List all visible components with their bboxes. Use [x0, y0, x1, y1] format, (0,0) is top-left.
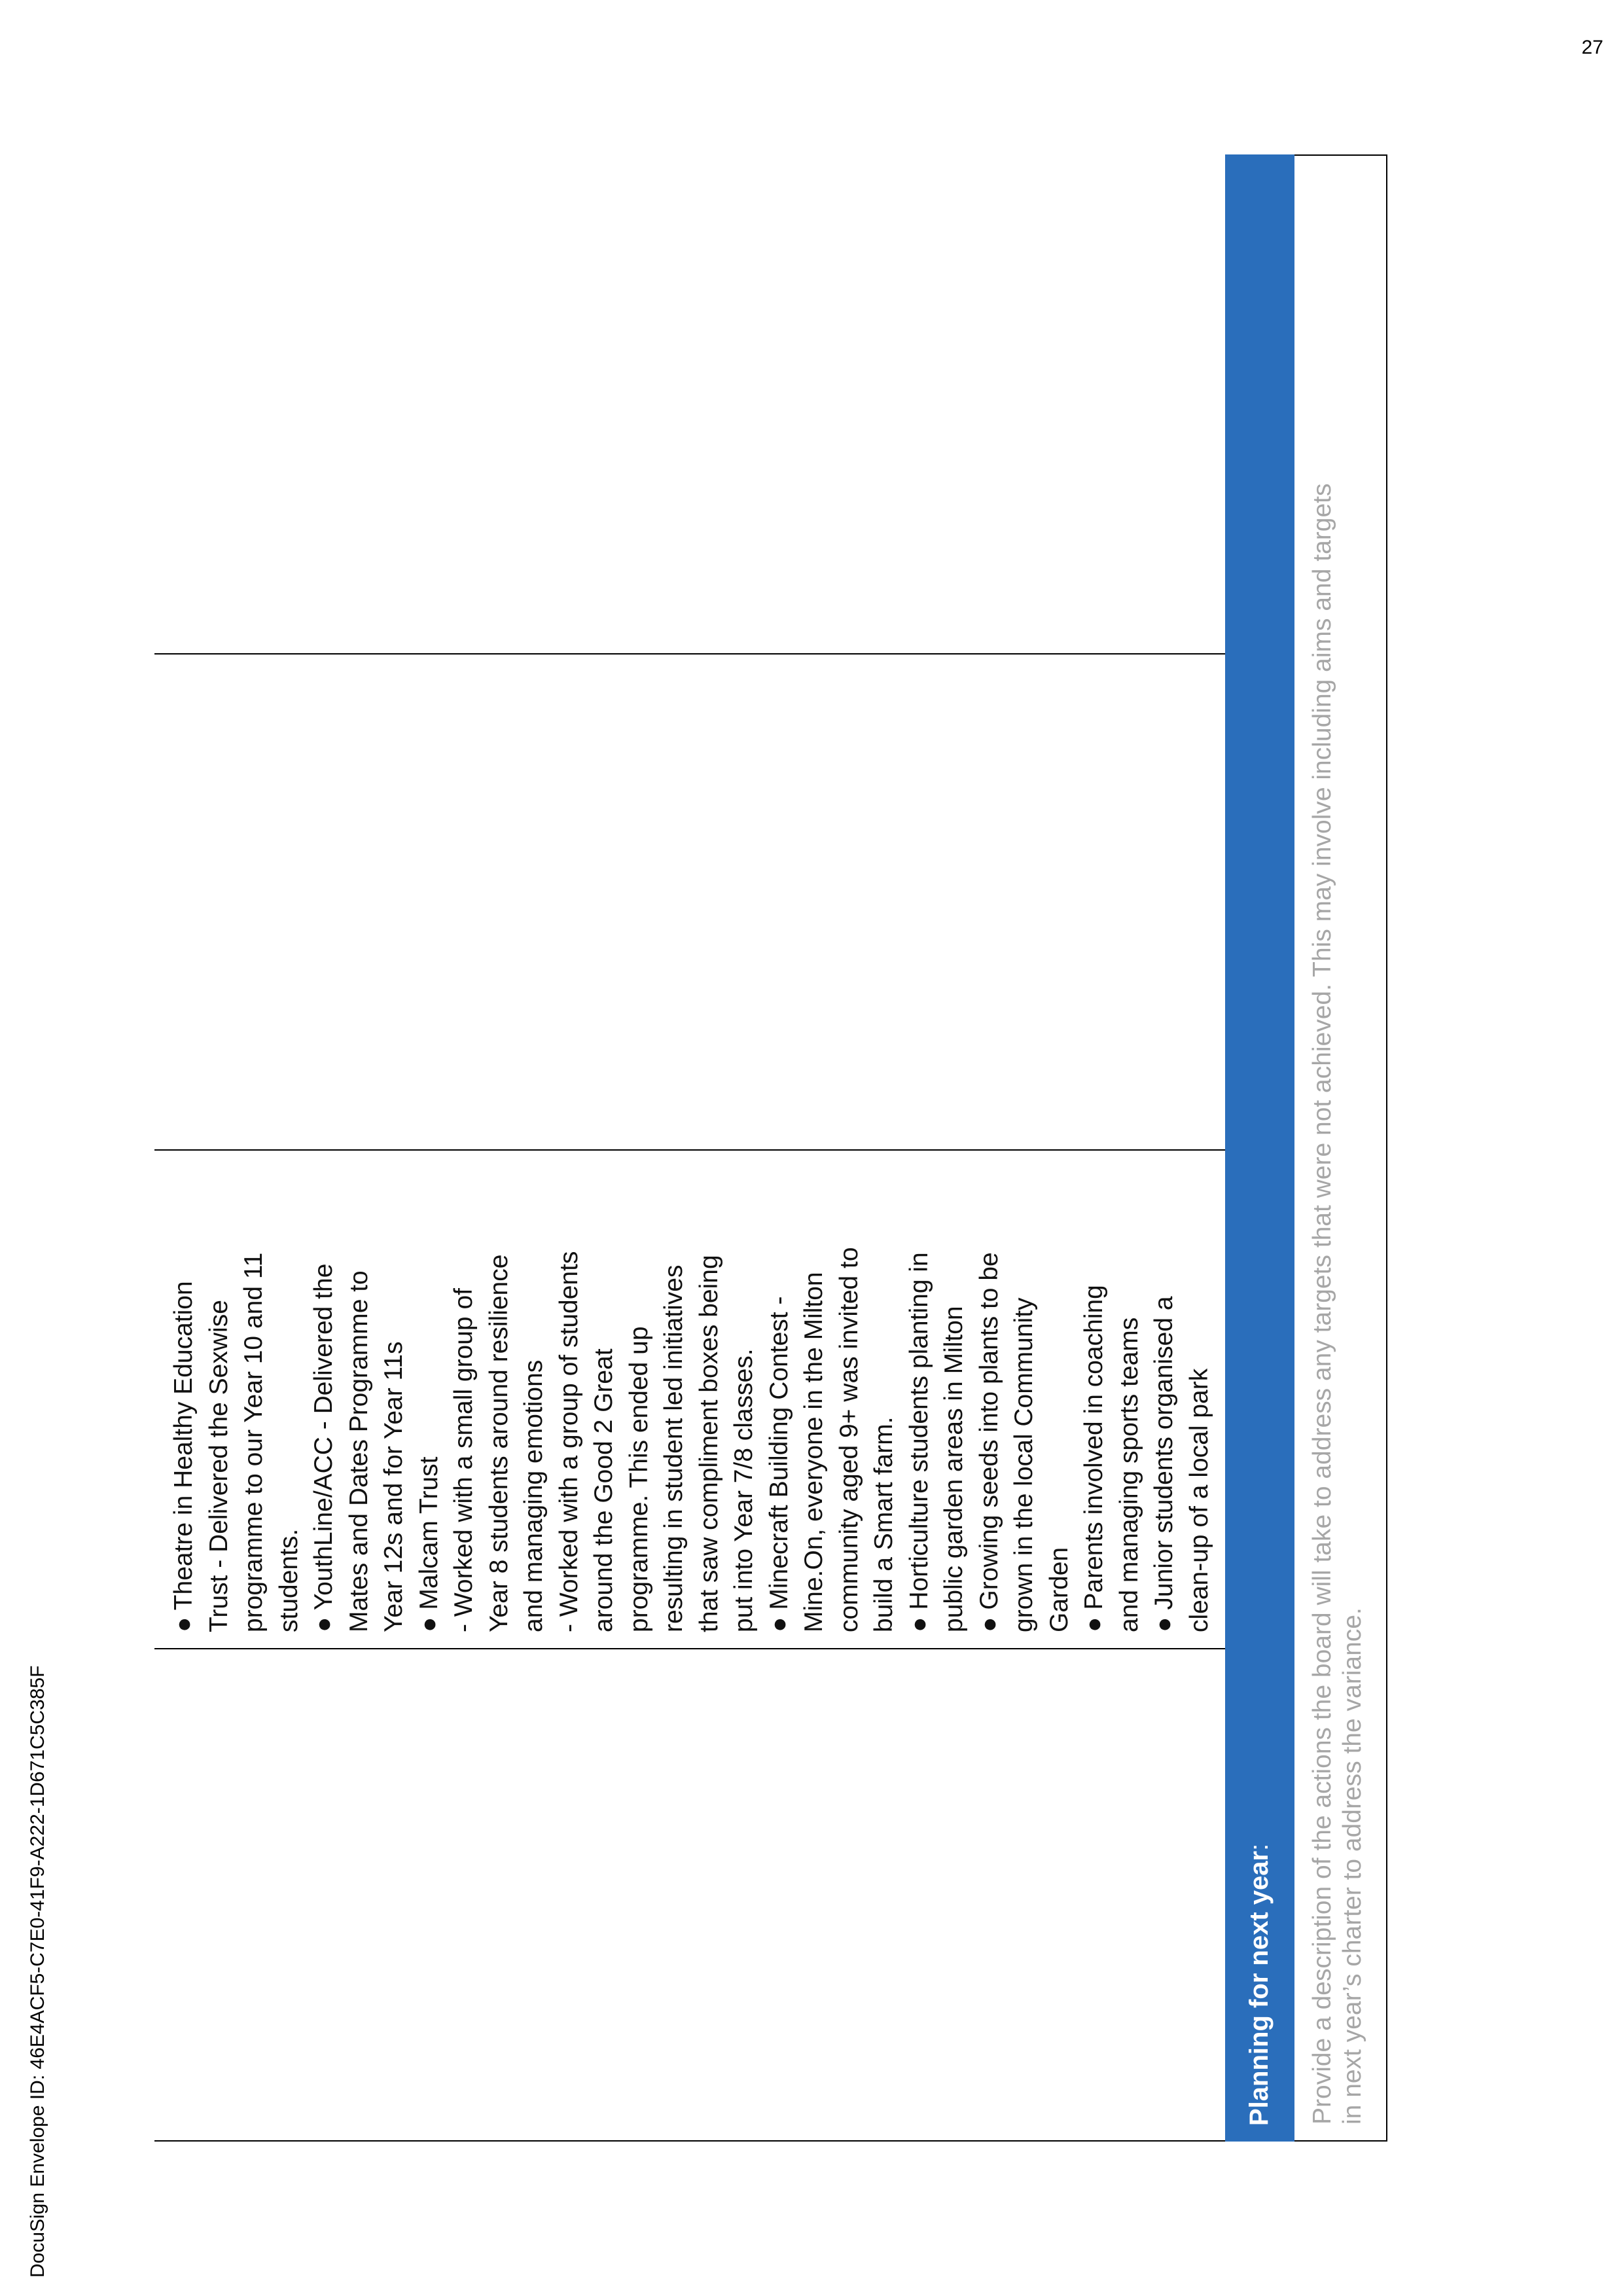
table-cell-empty-2 [154, 655, 1225, 1151]
activity-line: public garden areas in Milton [940, 1306, 968, 1632]
planning-description-line-1: Provide a description of the actions the board will take to address any targets that were not achieved. This may involve including aims and targets [1308, 483, 1336, 2125]
planning-description-line-2: in next year’s charter to address the variance. [1338, 1607, 1366, 2125]
page-number: 27 [1581, 37, 1603, 58]
activity-line: ● Horticulture students planting in [904, 1252, 933, 1632]
activity-line: clean-up of a local park [1185, 1368, 1213, 1632]
activity-line: grown in the local Community [1010, 1297, 1038, 1632]
planning-description [1294, 154, 1387, 2142]
docusign-envelope-id: DocuSign Envelope ID: 46E4ACF5-C7E0-41F9-A222-1D671C5C385F [27, 1665, 48, 2278]
activity-line: ● Malcam Trust [414, 1456, 443, 1632]
activity-line: community aged 9+ was invited to [834, 1247, 863, 1632]
activity-line: ● Growing seeds into plants to be [974, 1252, 1003, 1632]
activity-line: ● Parents involved in coaching [1080, 1285, 1108, 1632]
activity-line: put into Year 7/8 classes. [730, 1348, 758, 1632]
activity-line: and managing sports teams [1115, 1317, 1143, 1632]
rotated-table [154, 154, 1387, 2142]
activity-line: - Worked with a small group of [450, 1288, 478, 1632]
activity-line: programme. This ended up [624, 1326, 653, 1632]
activity-line: programme to our Year 10 and 11 [240, 1252, 268, 1632]
activity-line: ● Minecraft Building Contest - [764, 1296, 793, 1632]
table-cell-activities [154, 1151, 1225, 1649]
activity-line: ● YouthLine/ACC - Delivered the [310, 1263, 338, 1632]
activity-line: students. [274, 1528, 303, 1632]
activity-line: and managing emotions [520, 1359, 548, 1632]
planning-heading-bar [1225, 154, 1294, 2142]
activity-line: around the Good 2 Great [590, 1348, 618, 1632]
activity-line: Year 8 students around resilience [484, 1254, 513, 1632]
table-cell-empty-3 [154, 154, 1225, 655]
activity-line: Trust - Delivered the Sexwise [204, 1300, 233, 1632]
activity-line: Garden [1044, 1547, 1073, 1632]
activity-line: - Worked with a group of students [554, 1251, 583, 1632]
activity-line: that saw compliment boxes being [694, 1255, 723, 1632]
variance-table [154, 154, 1226, 2142]
table-cell-empty-1 [154, 1649, 1225, 2142]
activity-line: ● Junior students organised a [1150, 1296, 1178, 1632]
planning-heading-colon: : [1245, 1843, 1274, 1851]
planning-heading: Planning for next year [1245, 1850, 1274, 2126]
activity-line: Mine.On, everyone in the Milton [800, 1272, 828, 1632]
activity-line: build a Smart farm. [870, 1416, 898, 1632]
activity-line: Mates and Dates Programme to [344, 1270, 373, 1632]
activity-line: Year 12s and for Year 11s [380, 1341, 408, 1632]
activity-line: ● Theatre in Healthy Education [169, 1281, 198, 1632]
activity-line: resulting in student led initiatives [660, 1265, 688, 1632]
